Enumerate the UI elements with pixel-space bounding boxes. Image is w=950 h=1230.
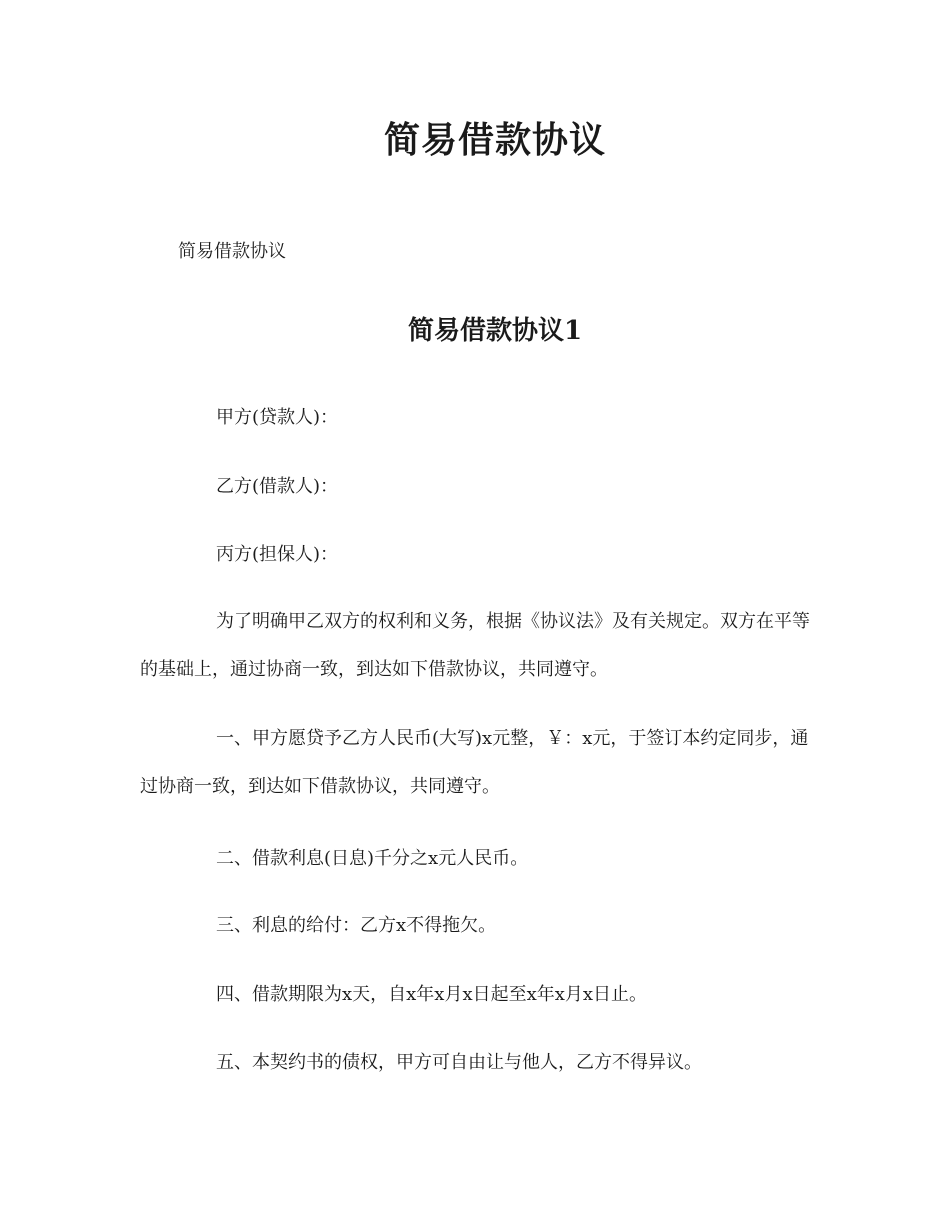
clause-1-paragraph: 一、甲方愿贷予乙方人民币(大写)x元整，￥：x元，于签订本约定同步，通过协商一致，到达如下借款协议，共同遵守。 [140, 728, 809, 797]
clause-5-paragraph: 五、本契约书的债权，甲方可自由让与他人，乙方不得异议。 [216, 1052, 702, 1073]
document-title: 简易借款协议 [383, 119, 606, 161]
clause-4-paragraph: 四、借款期限为x天，自x年x月x日起至x年x月x日止。 [216, 984, 648, 1005]
clause-3-paragraph: 三、利息的给付：乙方x不得拖欠。 [216, 915, 497, 936]
document-small-title: 简易借款协议 [178, 241, 286, 262]
intro-paragraph: 为了明确甲乙双方的权利和义务，根据《协议法》及有关规定。双方在平等的基础上，通过协商一致，到达如下借款协议，共同遵守。 [140, 611, 810, 680]
party-c-line: 丙方(担保人)： [216, 544, 339, 565]
section-heading: 简易借款协议1 [407, 316, 583, 346]
clause-2-paragraph: 二、借款利息(日息)千分之x元人民币。 [216, 848, 529, 869]
party-b-line: 乙方(借款人)： [216, 476, 339, 497]
party-a-line: 甲方(贷款人)： [216, 407, 339, 428]
